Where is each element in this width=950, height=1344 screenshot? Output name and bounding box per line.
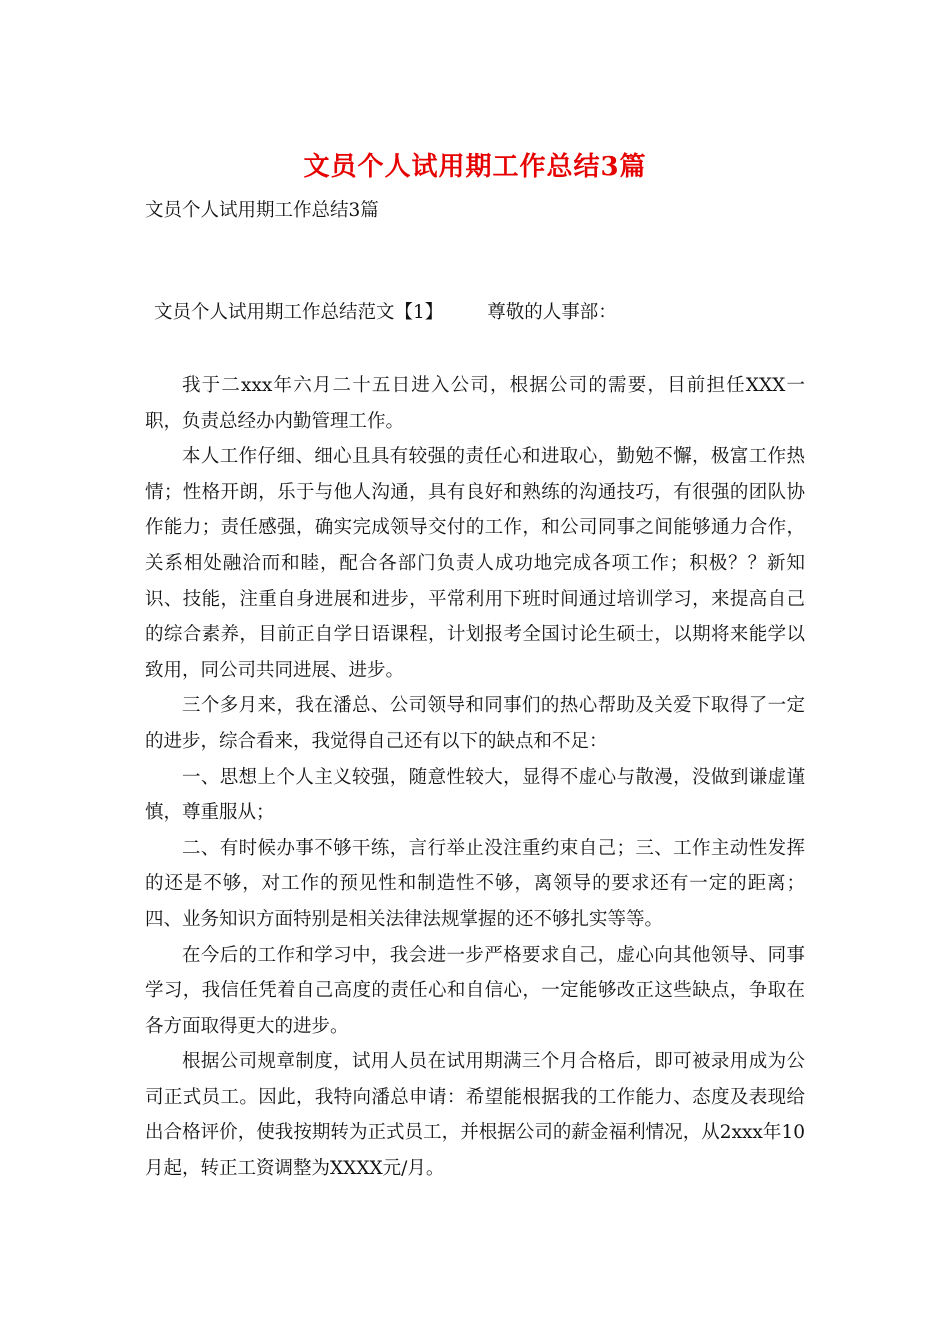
body-paragraph: 本人工作仔细、细心且具有较强的责任心和进取心，勤勉不懈，极富工作热情；性格开朗，乐于与他人沟通，具有良好和熟练的沟通技巧，有很强的团队协作能力；责任感强，确实完成领导交付的工作，和公司同事之间能够通力合作，关系相处融洽而和睦，配合各部门负责人成功地完成各项工作；积极？？新知识、技能，注重自身进展和进步，平常利用下班时间通过培训学习，来提高自己的综合素养，目前正自学日语课程，计划报考全国讨论生硕士，以期将来能学以致用，同公司共同进展、进步。: [145, 446, 805, 681]
body-paragraph: 三个多月来，我在潘总、公司领导和同事们的热心帮助及关爱下取得了一定的进步，综合看来，我觉得自己还有以下的缺点和不足：: [145, 695, 805, 752]
document-subtitle: 文员个人试用期工作总结3篇: [145, 200, 379, 221]
body-paragraph: 二、有时候办事不够干练，言行举止没注重约束自己；三、工作主动性发挥的还是不够，对工作的预见性和制造性不够，离领导的要求还有一定的距离；四、业务知识方面特别是相关法律法规掌握的还不够扎实等等。: [145, 837, 805, 930]
section-header-line: [154, 298, 617, 328]
body-paragraph: 一、思想上个人主义较强，随意性较大，显得不虚心与散漫，没做到谦虚谨慎，尊重服从；: [145, 766, 805, 824]
body-paragraph: 根据公司规章制度，试用人员在试用期满三个月合格后，即可被录用成为公司正式员工。因此，我特向潘总申请：希望能根据我的工作能力、态度及表现给出合格评价，使我按期转为正式员工，并根据公司的薪金福利情况，从2xxx年10月起，转正工资调整为XXXX元/月。: [145, 1051, 805, 1180]
document-body: [145, 368, 805, 1187]
body-paragraph: 在今后的工作和学习中，我会进一步严格要求自己，虚心向其他领导、同事学习，我信任凭着自己高度的责任心和自信心，一定能够改正这些缺点，争取在各方面取得更大的进步。: [145, 944, 805, 1037]
body-paragraph: 我于二xxx年六月二十五日进入公司，根据公司的需要，目前担任XXX一职，负责总经办内勤管理工作。: [145, 375, 805, 432]
salutation: 尊敬的人事部：: [487, 302, 617, 323]
section-heading: 文员个人试用期工作总结范文【1】: [154, 302, 444, 323]
document-title: 文员个人试用期工作总结3篇: [303, 152, 647, 182]
